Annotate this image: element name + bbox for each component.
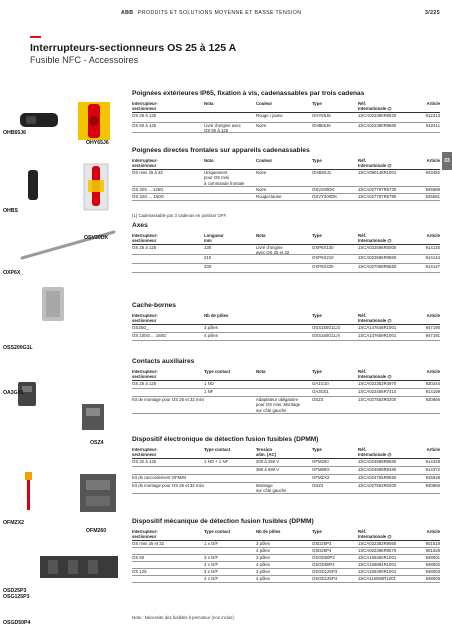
s4-cell: 4 pôles (204, 333, 218, 338)
s7-cell: OSGD50P3 (312, 555, 335, 560)
handle-ohy65j6-image (76, 100, 112, 144)
caption-ofmzx2: OFMZX2 (3, 520, 25, 526)
s5-cell: 914159 (425, 389, 440, 394)
s5-cell: Kit de montage pour OS 25 et 32 mini (132, 397, 204, 402)
page-title: Interrupteurs-sectionneurs OS 25 à 125 A (30, 42, 237, 54)
s2-cell: 1SCA090148R1001 (358, 170, 397, 175)
s2-header-cell: Réf. Internationale @ (358, 158, 392, 169)
s7-cell: OSD25P3 (312, 541, 332, 546)
s6-cell: 1SCA024755R9550 (358, 475, 397, 480)
s6-cell: 1 NO + 1 NF (204, 459, 229, 464)
s1-header-cell: Couleur (256, 101, 273, 106)
s6-cell: OS 32 à 125 (132, 459, 157, 464)
s7-cell: 901518 (425, 541, 440, 546)
s6-header-cell: Type contact (204, 447, 231, 452)
handle-ohbs-image (22, 170, 44, 200)
s6-header-cell: Tension alim. (AC) (256, 447, 277, 458)
s7-cell: OSGD125P3 (312, 569, 338, 574)
s1-cell: OHB65J6 (312, 123, 331, 128)
s1-cell: Noire (256, 123, 267, 128)
s3-cell: 914147 (425, 264, 440, 269)
s7-header-cell: Réf. Internationale @ (358, 529, 392, 540)
s4-header-cell: Type (312, 313, 322, 318)
s6-cell: 915628 (425, 475, 440, 480)
s2-cell: Uniquement pour OS mini à commande frontale (204, 170, 245, 186)
caption-ohb65j6: OHB65J6 (3, 130, 27, 136)
s7-cell: 3 pôles (256, 555, 270, 560)
s3-cell: 914144 (425, 255, 440, 260)
s3-header-cell: Article (426, 233, 440, 238)
s3-cell: 1SCA022596R0000 (358, 245, 397, 250)
s7-header-cell: Type (312, 529, 322, 534)
s5-cell: 1SCA022353R4970 (358, 381, 397, 386)
s1-cell: OHY65J6 (312, 113, 331, 118)
s4-cell: OSS160G1L/4 (312, 333, 340, 338)
s6-cell: 914328 (425, 459, 440, 464)
s7-header-cell: Type contact (204, 529, 231, 534)
s3-cell: 210 (204, 255, 212, 260)
s6-cell: 1SCA027553R0200 (358, 483, 397, 488)
s7-cell: 1SCA115550R1001 (358, 576, 396, 581)
s3-title: Axes (132, 222, 148, 229)
caption-osgd50p4: OSGD50P4 (3, 620, 31, 626)
s7-cell: 4 x O/F (204, 562, 219, 567)
s6-cell: OSZ4 (312, 483, 324, 488)
s2-header-cell: Interrupteur- sectionneur (132, 158, 158, 169)
s5-header-cell: Type (312, 369, 322, 374)
s3-cell: 1SCA022596R0860 (358, 255, 397, 260)
s5-cell: 1 NO (204, 381, 215, 386)
s5-header-cell: Type contact (204, 369, 231, 374)
s1-header-cell: Article (426, 101, 440, 106)
s7-cell: 3 x O/F (204, 569, 219, 574)
s7-cell: 1SCA106490R1001 (358, 569, 397, 574)
s1-header-cell: Nota (204, 101, 214, 106)
s7-note: Note : Nécessite des fusibles à percuteur (non inclus). (132, 615, 235, 620)
s2-cell: OHBS5J1 (312, 170, 332, 175)
s5-header-cell: Article (426, 369, 440, 374)
s2-cell: OS 32S ... 125G (132, 187, 164, 192)
s2-cell: 925681 (425, 194, 440, 199)
kit-ofmzx2-image (22, 470, 36, 518)
s4-cell: 1SCA147648R1001 (358, 325, 397, 330)
s1-cell: 912411 (425, 123, 440, 128)
page-number: 3/225 (425, 10, 440, 16)
s4-cell: 947191 (425, 333, 440, 338)
s7-cell: 948003 (425, 569, 440, 574)
s2-cell: Noire (256, 187, 267, 192)
kit-osz4-image (78, 400, 108, 434)
s5-row-rule (132, 413, 440, 414)
s5-cell: 1 NF (204, 389, 214, 394)
s2-cell: OSV200DK (312, 187, 335, 192)
s6-cell: OFM260 (312, 459, 329, 464)
s7-cell: 901628 (425, 548, 440, 553)
s2-row-rule (132, 200, 440, 201)
s4-header-cell: Réf. Internationale @ (358, 313, 392, 324)
s2-cell: 1SCA027797R5730 (358, 187, 397, 192)
s4-cell: 3 pôles (204, 325, 218, 330)
s4-cell: OSS160G1L/3 (312, 325, 340, 330)
s7-cell: 4 pôles (256, 548, 270, 553)
s1-cell: Rouge / jaune (256, 113, 283, 118)
s5-header-cell: Interrupteur- sectionneur (132, 369, 158, 380)
s1-cell: 912413 (425, 113, 440, 118)
s2-header-cell: Couleur (256, 158, 273, 163)
s5-cell: Adaptateur obligatoire pour OS mini. Montage sur côté gauche (256, 397, 301, 413)
s2-cell: OS mini 25 à 32 (132, 170, 163, 175)
caption-osd25p3-osg125p3: OSD25P3 OSG125P3 (3, 588, 30, 600)
s7-cell: OSD25P4 (312, 548, 332, 553)
s5-cell: 1SCA022456R7410 (358, 389, 397, 394)
s6-cell: Montage sur côté gauche (256, 483, 287, 494)
s3-cell: 430 (204, 264, 212, 269)
s1-cell: OS 25 à 125 (132, 113, 157, 118)
s3-header-cell: Nota (256, 233, 266, 238)
accent-bar (30, 36, 41, 38)
s4-row-rule (132, 340, 440, 341)
handle-osv20dk-image (82, 160, 110, 214)
s7-cell: 3 pôles (256, 569, 270, 574)
s6-header-cell: Réf. Internationale @ (358, 447, 392, 458)
s5-cell: OS 25 à 125 (132, 381, 157, 386)
device-ofm260-image (76, 468, 120, 520)
s7-header-cell: Nb de pôles (256, 529, 281, 534)
s2-header-cell: Type (312, 158, 322, 163)
s4-header-cell: Interrupteur- sectionneur (132, 313, 158, 324)
s7-cell: OSGD125P4 (312, 576, 338, 581)
cover-oss200g1l-image (38, 285, 68, 325)
s2-cell: OSVY200DK (312, 194, 338, 199)
caption-ofm260: OFM260 (86, 528, 107, 534)
s7-cell: 948002 (425, 562, 440, 567)
s6-header-cell: Interrupteur- sectionneur (132, 447, 158, 458)
s7-cell: 1SCA106460R1001 (358, 555, 397, 560)
shaft-oxp6x-image (18, 228, 118, 262)
s7-cell: 1 x O/F (204, 541, 219, 546)
s6-cell: 914372 (425, 467, 440, 472)
caption-ohy65j6: OHY65J6 (86, 140, 109, 146)
s3-cell: OXP6X430 (312, 264, 334, 269)
s6-cell: Kit de montage pour OS 25 et 32 mini (132, 483, 204, 488)
page-subtitle: Fusible NFC - Accessoires (30, 55, 139, 65)
chapter-tab: 03 (442, 152, 452, 170)
s6-header-cell: Article (426, 447, 440, 452)
s6-row-rule (132, 493, 440, 494)
s5-cell: OA1G10 (312, 381, 329, 386)
s4-cell: 947190 (425, 325, 440, 330)
caption-osz4: OSZ4 (90, 440, 104, 446)
s7-cell: 4 x O/F (204, 576, 219, 581)
s2-header-cell: Article (426, 158, 440, 163)
s3-cell: Livré d'origine avec OS 25 et 32 (256, 245, 290, 256)
s4-header-cell: Article (426, 313, 440, 318)
s6-cell: 930866 (425, 483, 440, 488)
s7-cell: 948001 (425, 555, 440, 560)
s5-cell: 1SCA027553R0200 (358, 397, 397, 402)
s5-cell: 930244 (425, 381, 440, 386)
s1-header-cell: Type (312, 101, 322, 106)
s7-cell: 1SCA022382R9060 (358, 541, 397, 546)
s6-cell: 1SCA024589R8560 (358, 459, 397, 464)
s7-cell: OS 50 (132, 555, 145, 560)
s7-title: Dispositif mécanique de détection fusion fusibles (DPMM) (132, 518, 314, 525)
s7-cell: OS 125 (132, 569, 147, 574)
s1-title: Poignées extérieures IP65, fixation à vis, cadenassables par trois cadenas (132, 90, 365, 97)
s5-header-cell: Nota (256, 369, 266, 374)
s3-row-rule (132, 272, 440, 273)
s3-header-cell: Interrupteur- sectionneur (132, 233, 158, 244)
s5-cell: OA3G01 (312, 389, 329, 394)
s7-cell: OS mini 25 et 32 (132, 541, 165, 546)
s1-cell: OS 50 à 125 (132, 123, 157, 128)
s7-cell: 1SCA022396R9570 (358, 548, 397, 553)
s4-title: Cache-bornes (132, 302, 176, 309)
s3-cell: OS 25 à 125 (132, 245, 157, 250)
device-osgd50p4-image (34, 548, 124, 588)
s4-cell: 1SCA147659R1001 (358, 333, 397, 338)
s3-header-cell: Type (312, 233, 322, 238)
s7-cell: 4 pôles (256, 576, 270, 581)
caption-oss200g1l: OSS200G1L (3, 345, 33, 351)
s5-header-cell: Réf. Internationale @ (358, 369, 392, 380)
s6-cell: 1SCA024689R8480 (358, 467, 397, 472)
s3-cell: 1SCA027059R6550 (358, 264, 397, 269)
s3-header-cell: Longueur mm (204, 233, 224, 244)
s3-cell: OXP6X210 (312, 255, 334, 260)
s3-cell: OXP6X130 (312, 245, 334, 250)
s2-note: (1) Cadenassable par 3 cadenas en position OFF. (132, 213, 227, 218)
s7-header-cell: Interrupteur- sectionneur (132, 529, 158, 540)
s2-cell: OS 32G ... 160G (132, 194, 165, 199)
caption-ohbs: OHBS (3, 208, 18, 214)
s2-cell: 943482 (425, 170, 440, 175)
caption-osv20dk: OSV20DK (84, 235, 109, 241)
s2-cell: Rouge/Jaune (256, 194, 282, 199)
s3-cell: 914140 (425, 245, 440, 250)
s7-cell: 948005 (425, 576, 440, 581)
caption-oa3g01: OA3G01 (3, 390, 24, 396)
s1-header-cell: Interrupteur- sectionneur (132, 101, 158, 112)
s6-cell: 200 à 250 V (256, 459, 280, 464)
s3-header-cell: Réf. Internationale @ (358, 233, 392, 244)
s6-cell: Kit de raccordement OFM/M (132, 475, 186, 480)
s6-cell: OFMZX2 (312, 475, 330, 480)
s6-cell: 380 à 690 V (256, 467, 280, 472)
handle-ohb65j6-image (18, 110, 60, 130)
s2-title: Poignées directes frontales sur appareils cadenassables (132, 147, 310, 154)
s6-header-cell: Type (312, 447, 322, 452)
s7-cell: 4 pôles (256, 562, 270, 567)
s4-cell: OS 100G ... 160G (132, 333, 167, 338)
s1-cell: 1SCA022380R9820 (358, 113, 397, 118)
s5-cell: 930866 (425, 397, 440, 402)
s4-cell: OS25G_ (132, 325, 149, 330)
s4-header-cell: Nb de pôles (204, 313, 229, 318)
section-title: PRODUITS ET SOLUTIONS MOYENNE ET BASSE TENSION (138, 10, 302, 16)
s6-cell: OFM69G (312, 467, 330, 472)
s2-header-cell: Nota (204, 158, 214, 163)
s7-cell: 1SCA106884R1001 (358, 562, 397, 567)
s7-row-rule (132, 582, 440, 583)
caption-oxp6x: OXP6X_ (3, 270, 24, 276)
s3-cell: 130 (204, 245, 212, 250)
s2-cell: Noire (256, 170, 267, 175)
s7-cell: 3 x O/F (204, 555, 219, 560)
s1-row-rule (132, 132, 440, 133)
s7-header-cell: Article (426, 529, 440, 534)
s5-cell: OSZ4 (312, 397, 324, 402)
s7-cell: 3 pôles (256, 541, 270, 546)
brand-name: ABB (121, 10, 134, 16)
s1-cell: Livré d'origine avec OS 50 à 125 (204, 123, 241, 134)
s6-title: Dispositif électronique de détection fusion fusibles (DPMM) (132, 436, 319, 443)
s2-cell: 1SCA027797R5790 (358, 194, 397, 199)
s1-header-cell: Réf. Internationale @ (358, 101, 392, 112)
s1-cell: 1SCA022380R9660 (358, 123, 397, 128)
s7-cell: OSGD50P4 (312, 562, 335, 567)
s2-cell: 925589 (425, 187, 440, 192)
s5-title: Contacts auxiliaires (132, 358, 195, 365)
